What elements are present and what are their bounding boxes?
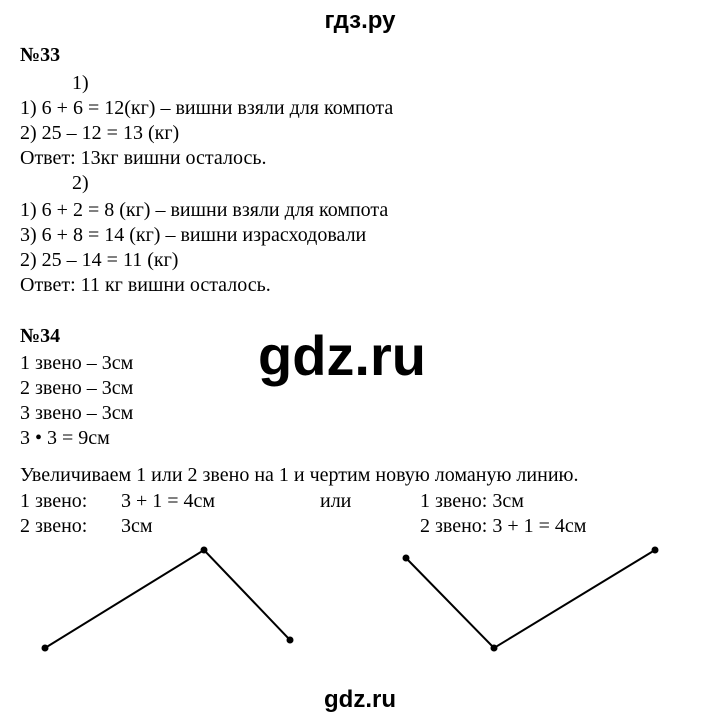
task-33-part1-label: 1) [72,72,89,94]
vertex-point [652,547,659,554]
task-33-part1-answer: Ответ: 13кг вишни осталось. [20,147,267,169]
task-33-part2-line-2: 3) 6 + 8 = 14 (кг) – вишни израсходовали [20,224,367,246]
task-34-line-3: 3 звено – 3см [20,402,134,424]
broken-line-left [42,547,294,652]
vertex-point [42,645,49,652]
watermark-top: гдз.ру [324,7,396,34]
watermark-middle: gdz.ru [258,324,426,387]
left-row1-value: 3 + 1 = 4см [121,490,216,512]
left-row2-label: 2 звено: [20,515,88,537]
right-row1: 1 звено: 3см [420,490,524,512]
task-34-title: №34 [20,325,61,347]
task-33-part1-line-2: 2) 25 – 12 = 13 (кг) [20,122,180,144]
task-33-part2-line-1: 1) 6 + 2 = 8 (кг) – вишни взяли для компота [20,199,389,221]
broken-line-right [403,547,659,652]
task-34-line-1: 1 звено – 3см [20,352,134,374]
task-33-title: №33 [20,44,61,66]
vertex-point [491,645,498,652]
or-word: или [320,490,352,512]
vertex-point [403,555,410,562]
left-row1-label: 1 звено: [20,490,88,512]
task-34-instruction: Увеличиваем 1 или 2 звено на 1 и чертим новую ломаную линию. [20,464,579,486]
left-row2-value: 3см [121,515,153,537]
task-33-part1-line-1: 1) 6 + 6 = 12(кг) – вишни взяли для компота [20,97,394,119]
vertex-point [287,637,294,644]
task-33-part2-line-3: 2) 25 – 14 = 11 (кг) [20,249,179,271]
task-34-line-2: 2 звено – 3см [20,377,134,399]
task-33-part2-answer: Ответ: 11 кг вишни осталось. [20,274,271,296]
vertex-point [201,547,208,554]
task-34-line-4: 3 • 3 = 9см [20,427,110,449]
right-row2: 2 звено: 3 + 1 = 4см [420,515,587,537]
task-33-part2-label: 2) [72,172,89,194]
watermark-bottom: gdz.ru [324,686,396,713]
